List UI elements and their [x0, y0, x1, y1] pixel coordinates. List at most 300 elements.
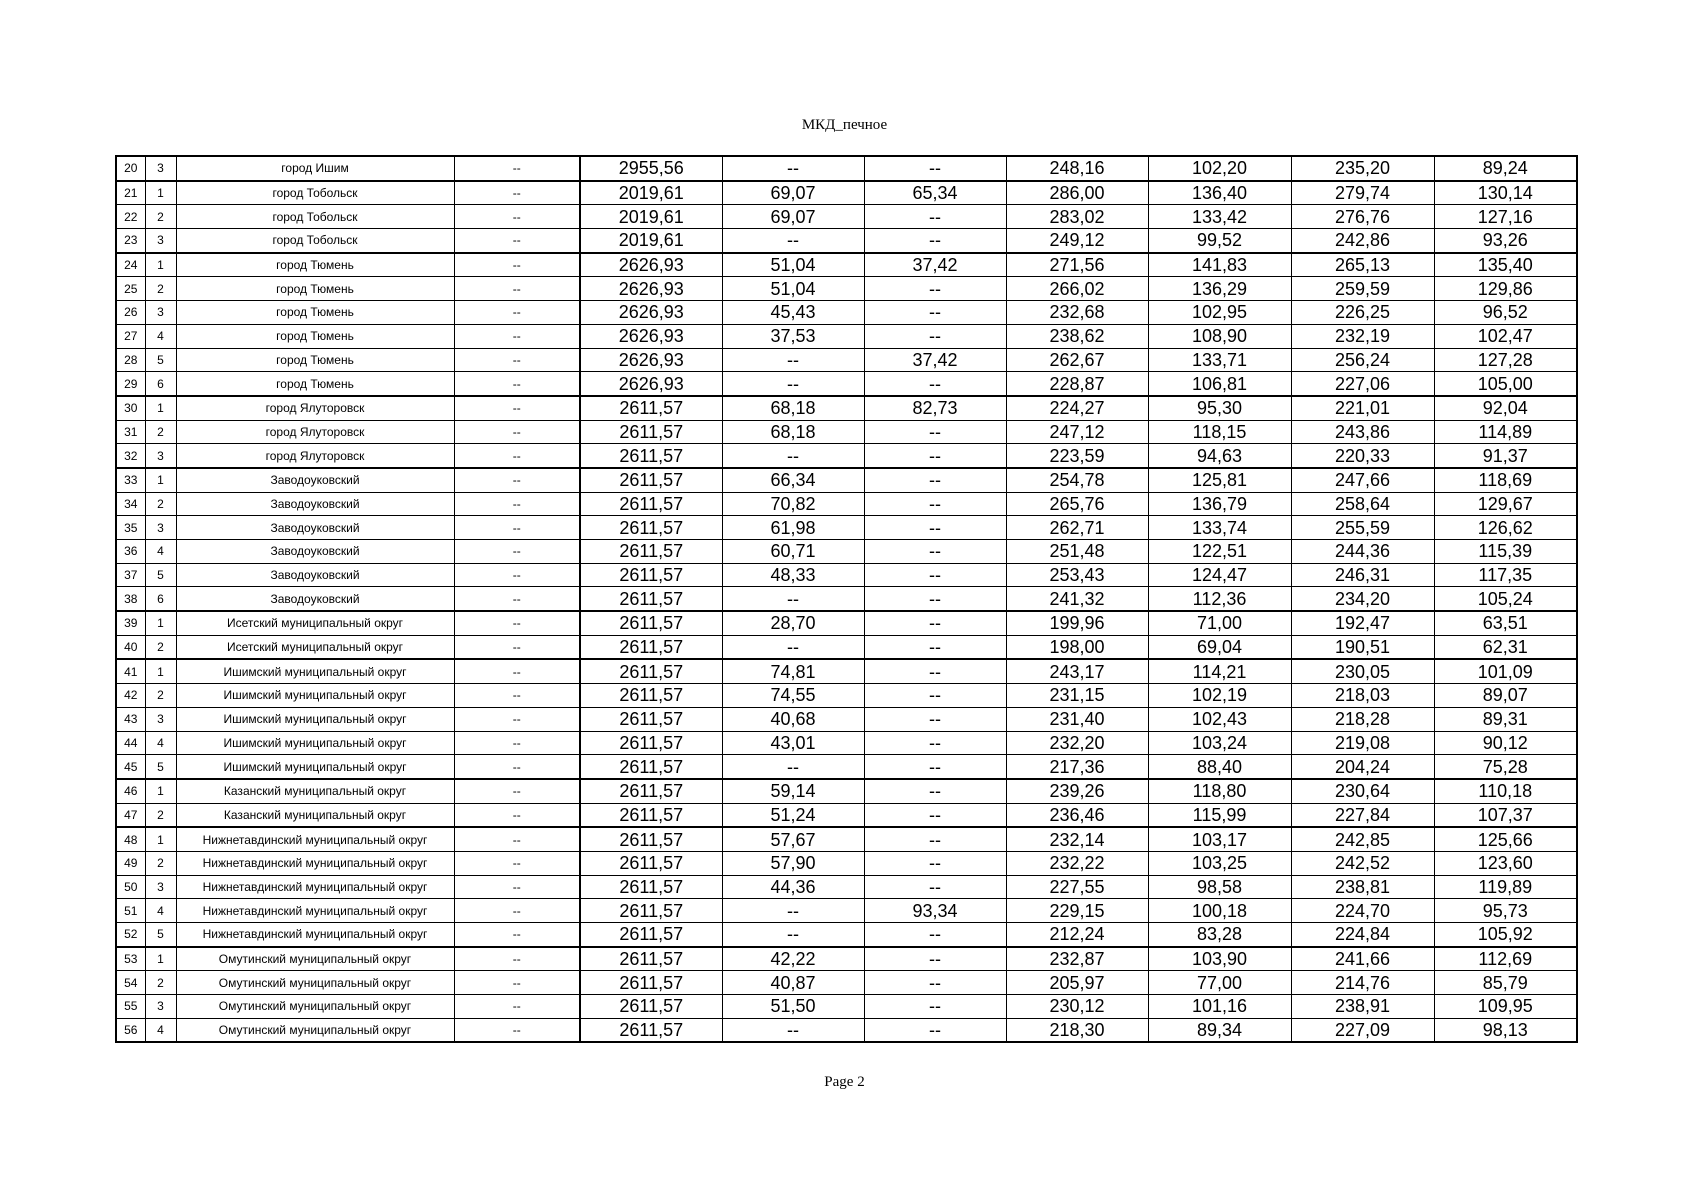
municipality-name: город Тюмень [176, 324, 454, 348]
row-index: 5 [145, 755, 176, 779]
table-row [116, 611, 1577, 635]
row-index: 3 [145, 875, 176, 899]
row-index: 1 [145, 827, 176, 851]
value-7: 115,39 [1434, 540, 1577, 564]
value-7: 105,00 [1434, 372, 1577, 396]
value-2: 60,71 [722, 540, 864, 564]
value-3: -- [864, 563, 1006, 587]
municipality-name: Заводоуковский [176, 587, 454, 611]
value-6: 232,19 [1291, 324, 1434, 348]
value-6: 276,76 [1291, 205, 1434, 229]
table-row [116, 923, 1577, 947]
value-2: 74,55 [722, 684, 864, 708]
value-5: 88,40 [1148, 755, 1291, 779]
value-2: 69,07 [722, 205, 864, 229]
value-7: 75,28 [1434, 755, 1577, 779]
value-6: 224,84 [1291, 923, 1434, 947]
value-4: 253,43 [1006, 563, 1148, 587]
municipality-name: Ишимский муниципальный округ [176, 755, 454, 779]
row-index: 4 [145, 731, 176, 755]
col-4-value: -- [454, 1018, 580, 1042]
col-4-value: -- [454, 827, 580, 851]
value-7: 89,31 [1434, 707, 1577, 731]
col-4-value: -- [454, 995, 580, 1019]
value-3: -- [864, 731, 1006, 755]
col-4-value: -- [454, 875, 580, 899]
value-7: 62,31 [1434, 635, 1577, 659]
col-4-value: -- [454, 563, 580, 587]
value-4: 243,17 [1006, 659, 1148, 683]
value-7: 85,79 [1434, 971, 1577, 995]
value-1: 2611,57 [580, 635, 722, 659]
value-1: 2626,93 [580, 301, 722, 325]
value-1: 2626,93 [580, 348, 722, 372]
value-2: -- [722, 348, 864, 372]
col-4-value: -- [454, 420, 580, 444]
table-row [116, 684, 1577, 708]
row-index: 1 [145, 947, 176, 971]
value-5: 102,43 [1148, 707, 1291, 731]
value-2: -- [722, 587, 864, 611]
value-3: -- [864, 635, 1006, 659]
value-7: 109,95 [1434, 995, 1577, 1019]
value-1: 2611,57 [580, 1018, 722, 1042]
row-index: 1 [145, 659, 176, 683]
value-3: -- [864, 1018, 1006, 1042]
row-index: 3 [145, 995, 176, 1019]
row-index: 2 [145, 420, 176, 444]
value-4: 266,02 [1006, 277, 1148, 301]
value-2: 68,18 [722, 396, 864, 420]
municipality-name: Омутинский муниципальный округ [176, 1018, 454, 1042]
table-row [116, 875, 1577, 899]
value-4: 199,96 [1006, 611, 1148, 635]
value-3: -- [864, 971, 1006, 995]
row-index: 2 [145, 205, 176, 229]
value-7: 112,69 [1434, 947, 1577, 971]
value-1: 2611,57 [580, 684, 722, 708]
value-1: 2611,57 [580, 755, 722, 779]
value-4: 251,48 [1006, 540, 1148, 564]
value-3: -- [864, 875, 1006, 899]
value-5: 103,90 [1148, 947, 1291, 971]
row-index: 3 [145, 229, 176, 253]
value-5: 118,80 [1148, 779, 1291, 803]
table-row [116, 277, 1577, 301]
col-4-value: -- [454, 253, 580, 277]
row-number: 45 [116, 755, 145, 779]
table-row [116, 229, 1577, 253]
municipality-name: Ишимский муниципальный округ [176, 707, 454, 731]
value-6: 227,06 [1291, 372, 1434, 396]
municipality-name: Заводоуковский [176, 563, 454, 587]
value-1: 2611,57 [580, 444, 722, 468]
value-4: 227,55 [1006, 875, 1148, 899]
value-4: 262,71 [1006, 516, 1148, 540]
value-2: 68,18 [722, 420, 864, 444]
municipality-name: город Тюмень [176, 348, 454, 372]
value-3: -- [864, 516, 1006, 540]
value-1: 2611,57 [580, 468, 722, 492]
row-number: 56 [116, 1018, 145, 1042]
value-7: 127,28 [1434, 348, 1577, 372]
col-4-value: -- [454, 372, 580, 396]
value-5: 136,29 [1148, 277, 1291, 301]
value-4: 223,59 [1006, 444, 1148, 468]
table-row [116, 635, 1577, 659]
col-4-value: -- [454, 205, 580, 229]
value-5: 103,17 [1148, 827, 1291, 851]
table-row [116, 181, 1577, 205]
value-4: 232,14 [1006, 827, 1148, 851]
municipality-name: Омутинский муниципальный округ [176, 995, 454, 1019]
table-row [116, 324, 1577, 348]
value-2: 37,53 [722, 324, 864, 348]
value-6: 226,25 [1291, 301, 1434, 325]
municipality-name: Ишимский муниципальный округ [176, 659, 454, 683]
value-6: 219,08 [1291, 731, 1434, 755]
col-4-value: -- [454, 468, 580, 492]
table-row [116, 803, 1577, 827]
row-index: 4 [145, 324, 176, 348]
table-row [116, 995, 1577, 1019]
value-5: 136,40 [1148, 181, 1291, 205]
value-3: -- [864, 205, 1006, 229]
col-4-value: -- [454, 707, 580, 731]
col-4-value: -- [454, 301, 580, 325]
value-6: 214,76 [1291, 971, 1434, 995]
row-number: 21 [116, 181, 145, 205]
value-7: 89,24 [1434, 156, 1577, 181]
table-row [116, 301, 1577, 325]
value-3: -- [864, 229, 1006, 253]
value-6: 265,13 [1291, 253, 1434, 277]
value-5: 102,19 [1148, 684, 1291, 708]
table-body [116, 156, 1577, 1042]
value-1: 2955,56 [580, 156, 722, 181]
row-number: 29 [116, 372, 145, 396]
value-4: 283,02 [1006, 205, 1148, 229]
row-index: 5 [145, 563, 176, 587]
row-index: 6 [145, 587, 176, 611]
value-4: 229,15 [1006, 899, 1148, 923]
value-2: 51,04 [722, 277, 864, 301]
value-5: 124,47 [1148, 563, 1291, 587]
value-6: 230,64 [1291, 779, 1434, 803]
value-1: 2611,57 [580, 875, 722, 899]
row-number: 40 [116, 635, 145, 659]
row-number: 26 [116, 301, 145, 325]
col-4-value: -- [454, 444, 580, 468]
value-2: 51,50 [722, 995, 864, 1019]
value-2: -- [722, 372, 864, 396]
municipality-name: Заводоуковский [176, 492, 454, 516]
col-4-value: -- [454, 492, 580, 516]
value-4: 232,87 [1006, 947, 1148, 971]
value-4: 265,76 [1006, 492, 1148, 516]
value-4: 218,30 [1006, 1018, 1148, 1042]
row-index: 6 [145, 372, 176, 396]
row-index: 2 [145, 803, 176, 827]
value-3: 37,42 [864, 253, 1006, 277]
municipality-name: Нижнетавдинский муниципальный округ [176, 827, 454, 851]
col-4-value: -- [454, 156, 580, 181]
value-4: 254,78 [1006, 468, 1148, 492]
value-6: 224,70 [1291, 899, 1434, 923]
value-6: 242,52 [1291, 851, 1434, 875]
row-number: 41 [116, 659, 145, 683]
value-1: 2611,57 [580, 420, 722, 444]
table-row [116, 396, 1577, 420]
value-7: 102,47 [1434, 324, 1577, 348]
value-5: 83,28 [1148, 923, 1291, 947]
value-1: 2019,61 [580, 205, 722, 229]
value-6: 279,74 [1291, 181, 1434, 205]
value-5: 125,81 [1148, 468, 1291, 492]
value-6: 204,24 [1291, 755, 1434, 779]
value-6: 256,24 [1291, 348, 1434, 372]
col-4-value: -- [454, 181, 580, 205]
row-number: 38 [116, 587, 145, 611]
value-1: 2611,57 [580, 540, 722, 564]
value-1: 2626,93 [580, 372, 722, 396]
municipality-name: Исетский муниципальный округ [176, 611, 454, 635]
value-7: 98,13 [1434, 1018, 1577, 1042]
value-3: -- [864, 420, 1006, 444]
municipality-name: город Тобольск [176, 229, 454, 253]
value-3: -- [864, 707, 1006, 731]
value-3: -- [864, 540, 1006, 564]
value-2: -- [722, 923, 864, 947]
row-number: 42 [116, 684, 145, 708]
value-4: 231,15 [1006, 684, 1148, 708]
value-2: 43,01 [722, 731, 864, 755]
table-row [116, 253, 1577, 277]
value-4: 212,24 [1006, 923, 1148, 947]
row-number: 36 [116, 540, 145, 564]
value-3: -- [864, 779, 1006, 803]
value-5: 136,79 [1148, 492, 1291, 516]
table-row [116, 205, 1577, 229]
value-6: 218,28 [1291, 707, 1434, 731]
value-1: 2611,57 [580, 659, 722, 683]
municipality-name: Казанский муниципальный округ [176, 803, 454, 827]
municipality-name: Омутинский муниципальный округ [176, 947, 454, 971]
value-2: 42,22 [722, 947, 864, 971]
municipality-name: Ишимский муниципальный округ [176, 684, 454, 708]
municipality-name: Нижнетавдинский муниципальный округ [176, 899, 454, 923]
table-row [116, 899, 1577, 923]
value-2: 59,14 [722, 779, 864, 803]
value-2: 51,24 [722, 803, 864, 827]
value-7: 129,67 [1434, 492, 1577, 516]
value-1: 2611,57 [580, 899, 722, 923]
value-1: 2611,57 [580, 396, 722, 420]
row-number: 27 [116, 324, 145, 348]
col-4-value: -- [454, 611, 580, 635]
row-index: 3 [145, 156, 176, 181]
row-number: 49 [116, 851, 145, 875]
value-3: -- [864, 492, 1006, 516]
value-6: 218,03 [1291, 684, 1434, 708]
value-7: 107,37 [1434, 803, 1577, 827]
value-2: 51,04 [722, 253, 864, 277]
row-number: 46 [116, 779, 145, 803]
value-1: 2611,57 [580, 492, 722, 516]
table-row [116, 851, 1577, 875]
municipality-name: Заводоуковский [176, 540, 454, 564]
value-7: 129,86 [1434, 277, 1577, 301]
row-index: 4 [145, 899, 176, 923]
value-4: 232,22 [1006, 851, 1148, 875]
value-5: 99,52 [1148, 229, 1291, 253]
value-5: 102,95 [1148, 301, 1291, 325]
value-6: 258,64 [1291, 492, 1434, 516]
value-7: 119,89 [1434, 875, 1577, 899]
value-7: 63,51 [1434, 611, 1577, 635]
municipality-name: город Тюмень [176, 253, 454, 277]
table-row [116, 755, 1577, 779]
value-6: 238,81 [1291, 875, 1434, 899]
col-4-value: -- [454, 324, 580, 348]
municipality-name: Заводоуковский [176, 516, 454, 540]
value-1: 2611,57 [580, 611, 722, 635]
row-number: 44 [116, 731, 145, 755]
value-3: -- [864, 995, 1006, 1019]
value-4: 232,20 [1006, 731, 1148, 755]
value-6: 234,20 [1291, 587, 1434, 611]
value-4: 205,97 [1006, 971, 1148, 995]
value-2: 66,34 [722, 468, 864, 492]
value-5: 89,34 [1148, 1018, 1291, 1042]
row-number: 28 [116, 348, 145, 372]
value-2: -- [722, 755, 864, 779]
municipality-name: город Ялуторовск [176, 420, 454, 444]
value-3: -- [864, 372, 1006, 396]
value-5: 106,81 [1148, 372, 1291, 396]
value-6: 255,59 [1291, 516, 1434, 540]
value-7: 110,18 [1434, 779, 1577, 803]
value-5: 69,04 [1148, 635, 1291, 659]
value-1: 2626,93 [580, 277, 722, 301]
municipality-name: Казанский муниципальный округ [176, 779, 454, 803]
row-index: 2 [145, 635, 176, 659]
value-6: 244,36 [1291, 540, 1434, 564]
row-index: 5 [145, 923, 176, 947]
value-3: -- [864, 468, 1006, 492]
col-4-value: -- [454, 277, 580, 301]
value-3: 93,34 [864, 899, 1006, 923]
row-index: 1 [145, 779, 176, 803]
row-index: 1 [145, 253, 176, 277]
value-2: 40,68 [722, 707, 864, 731]
value-1: 2611,57 [580, 995, 722, 1019]
row-number: 31 [116, 420, 145, 444]
value-5: 102,20 [1148, 156, 1291, 181]
row-index: 2 [145, 277, 176, 301]
value-6: 243,86 [1291, 420, 1434, 444]
value-4: 239,26 [1006, 779, 1148, 803]
value-1: 2626,93 [580, 324, 722, 348]
row-index: 1 [145, 396, 176, 420]
col-4-value: -- [454, 635, 580, 659]
row-number: 37 [116, 563, 145, 587]
municipality-name: город Тобольск [176, 205, 454, 229]
value-2: 28,70 [722, 611, 864, 635]
value-5: 133,71 [1148, 348, 1291, 372]
municipality-name: город Ялуторовск [176, 444, 454, 468]
value-1: 2611,57 [580, 971, 722, 995]
value-5: 101,16 [1148, 995, 1291, 1019]
value-3: -- [864, 324, 1006, 348]
col-4-value: -- [454, 947, 580, 971]
value-2: 57,67 [722, 827, 864, 851]
value-5: 112,36 [1148, 587, 1291, 611]
value-4: 238,62 [1006, 324, 1148, 348]
value-1: 2611,57 [580, 851, 722, 875]
value-5: 114,21 [1148, 659, 1291, 683]
value-1: 2019,61 [580, 181, 722, 205]
row-number: 23 [116, 229, 145, 253]
row-index: 3 [145, 444, 176, 468]
value-4: 232,68 [1006, 301, 1148, 325]
value-2: -- [722, 635, 864, 659]
col-4-value: -- [454, 971, 580, 995]
table-row [116, 492, 1577, 516]
municipality-name: Заводоуковский [176, 468, 454, 492]
municipality-name: Ишимский муниципальный округ [176, 731, 454, 755]
col-4-value: -- [454, 779, 580, 803]
value-6: 241,66 [1291, 947, 1434, 971]
value-7: 89,07 [1434, 684, 1577, 708]
value-3: -- [864, 611, 1006, 635]
table-row [116, 563, 1577, 587]
table-row [116, 348, 1577, 372]
value-4: 262,67 [1006, 348, 1148, 372]
col-4-value: -- [454, 540, 580, 564]
value-7: 123,60 [1434, 851, 1577, 875]
col-4-value: -- [454, 348, 580, 372]
value-3: -- [864, 755, 1006, 779]
value-5: 77,00 [1148, 971, 1291, 995]
row-index: 2 [145, 684, 176, 708]
value-7: 135,40 [1434, 253, 1577, 277]
col-4-value: -- [454, 803, 580, 827]
value-4: 198,00 [1006, 635, 1148, 659]
value-7: 90,12 [1434, 731, 1577, 755]
value-4: 241,32 [1006, 587, 1148, 611]
value-5: 100,18 [1148, 899, 1291, 923]
value-2: -- [722, 1018, 864, 1042]
row-number: 24 [116, 253, 145, 277]
municipality-name: город Тобольск [176, 181, 454, 205]
value-1: 2611,57 [580, 779, 722, 803]
value-7: 126,62 [1434, 516, 1577, 540]
table-row [116, 707, 1577, 731]
row-number: 51 [116, 899, 145, 923]
value-7: 105,24 [1434, 587, 1577, 611]
col-4-value: -- [454, 684, 580, 708]
value-3: 37,42 [864, 348, 1006, 372]
value-2: -- [722, 229, 864, 253]
municipality-name: Нижнетавдинский муниципальный округ [176, 851, 454, 875]
value-2: -- [722, 444, 864, 468]
value-7: 96,52 [1434, 301, 1577, 325]
value-7: 93,26 [1434, 229, 1577, 253]
value-3: -- [864, 301, 1006, 325]
row-index: 3 [145, 707, 176, 731]
value-1: 2611,57 [580, 516, 722, 540]
